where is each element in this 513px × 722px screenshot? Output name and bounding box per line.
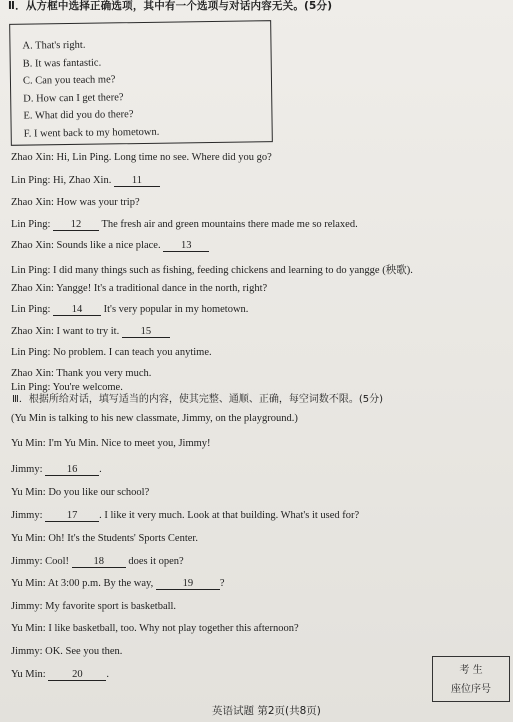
dialogue-line: Zhao Xin: I want to try it. 15 — [11, 326, 170, 338]
section2-title: Ⅱ．从方框中选择正确选项，其中有一个选项与对话内容无关。(5分) — [8, 0, 333, 12]
dialogue-line: Lin Ping: 12 The fresh air and green mountains there made me so relaxed. — [11, 219, 358, 230]
answer-blank-11[interactable]: 11 — [114, 175, 160, 187]
seat-box-line2: 座位序号 — [451, 684, 491, 695]
options-box — [9, 20, 273, 146]
answer-blank-15[interactable]: 15 — [122, 326, 170, 338]
dialogue-line: (Yu Min is talking to his new classmate, Jimmy, on the playground.) — [11, 413, 298, 424]
dialogue-line: Yu Min: Oh! It's the Students' Sports Center. — [11, 533, 198, 544]
dialogue-line: Lin Ping: I did many things such as fishing, feeding chickens and learning to do yangge (秧歌). — [11, 265, 413, 276]
answer-blank-12[interactable]: 12 — [53, 219, 99, 231]
answer-blank-20[interactable]: 20 — [48, 669, 106, 681]
dialogue-line: Lin Ping: Hi, Zhao Xin. 11 — [11, 175, 160, 187]
dialogue-line: Yu Min: 20 . — [11, 669, 109, 680]
page-footer: 英语试题 第2页(共8页) — [212, 705, 321, 717]
dialogue-line: Zhao Xin: How was your trip? — [11, 197, 140, 208]
option-b: B. It was fantastic. — [22, 57, 102, 70]
dialogue-line: Lin Ping: 14 It's very popular in my hometown. — [11, 304, 249, 315]
option-a: A. That's right. — [22, 39, 86, 52]
dialogue-line: Jimmy: OK. See you then. — [11, 646, 123, 657]
dialogue-line: Zhao Xin: Yangge! It's a traditional dance in the north, right? — [11, 283, 268, 294]
answer-blank-17[interactable]: 17 — [45, 510, 99, 522]
dialogue-line: Zhao Xin: Sounds like a nice place. 13 — [11, 240, 209, 252]
answer-blank-16[interactable]: 16 — [45, 464, 99, 476]
seat-box-line1: 考 生 — [459, 665, 483, 676]
seat-number-box — [432, 656, 510, 702]
dialogue-line: Jimmy: Cool! 18 does it open? — [11, 556, 184, 567]
dialogue-line: Yu Min: At 3:00 p.m. By the way, 19 ? — [11, 578, 225, 589]
answer-blank-14[interactable]: 14 — [53, 304, 101, 316]
option-f: F. I went back to my hometown. — [23, 126, 160, 140]
dialogue-line: Zhao Xin: Thank you very much. — [11, 368, 152, 379]
answer-blank-19[interactable]: 19 — [156, 578, 220, 590]
dialogue-line: Yu Min: I'm Yu Min. Nice to meet you, Jimmy! — [11, 438, 211, 449]
answer-blank-13[interactable]: 13 — [163, 240, 209, 252]
option-d: D. How can I get there? — [23, 91, 124, 105]
dialogue-line: Jimmy: 16 . — [11, 464, 102, 475]
dialogue-line: Jimmy: 17 . I like it very much. Look at that building. What's it used for? — [11, 510, 360, 521]
option-e: E. What did you do there? — [23, 109, 134, 122]
dialogue-line: Zhao Xin: Hi, Lin Ping. Long time no see. Where did you go? — [11, 152, 272, 163]
dialogue-line: Yu Min: Do you like our school? — [11, 487, 150, 498]
answer-blank-18[interactable]: 18 — [72, 556, 126, 568]
dialogue-line: Jimmy: My favorite sport is basketball. — [11, 601, 177, 612]
dialogue-line: Lin Ping: You're welcome. — [11, 382, 123, 393]
dialogue-line: Yu Min: I like basketball, too. Why not play together this afternoon? — [11, 623, 299, 634]
dialogue-line: Lin Ping: No problem. I can teach you anytime. — [11, 347, 212, 358]
section3-title: Ⅲ．根据所给对话，填写适当的内容，使其完整、通顺、正确，每空词数不限。(5分) — [12, 394, 384, 405]
option-c: C. Can you teach me? — [22, 74, 116, 87]
